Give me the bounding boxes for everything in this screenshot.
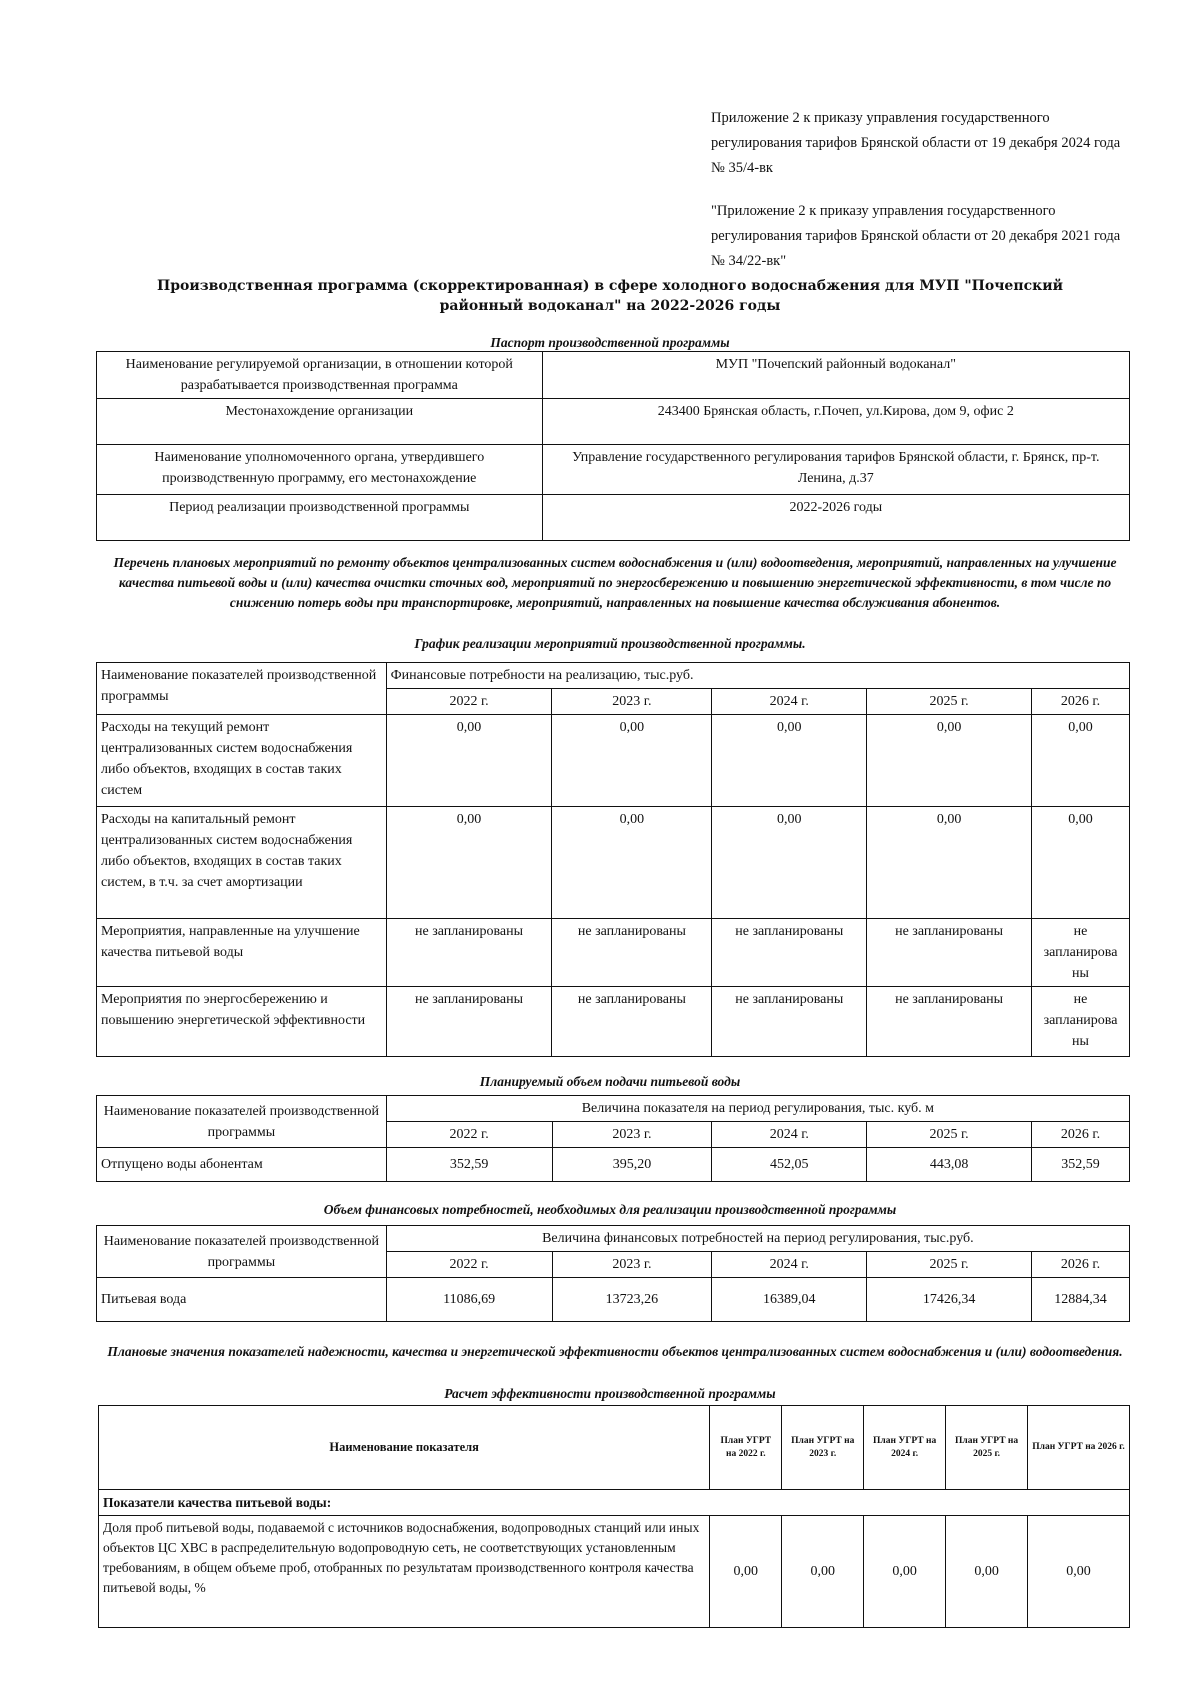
year-header: 2022 г. — [386, 689, 552, 715]
table-row — [97, 919, 1130, 987]
table-section-row — [99, 1490, 1130, 1516]
passport-label: Наименование уполномоченного органа, утвердившего производственную программу, его местонахождение — [97, 445, 543, 495]
table-header-row — [97, 1226, 1130, 1252]
plan-header: План УГРТ на 2024 г. — [864, 1406, 946, 1490]
year-header: 2023 г. — [552, 689, 712, 715]
year-header: 2024 г. — [712, 1122, 867, 1148]
column-header: Наименование показателя — [99, 1406, 710, 1490]
table-cell: 0,00 — [386, 715, 552, 807]
table-cell: 0,00 — [1032, 807, 1130, 919]
table-cell: 12884,34 — [1032, 1278, 1130, 1322]
passport-value: 243400 Брянская область, г.Почеп, ул.Кирова, дом 9, офис 2 — [542, 399, 1129, 445]
row-label: Доля проб питьевой воды, подаваемой с источников водоснабжения, водопроводных станций или иных объектов ЦС ХВС в распределительную водопроводную сеть, не соответствующих установленным требованиям, в общем объеме проб, отобранных по результатам производственного контроля качества питьевой воды, % — [99, 1516, 710, 1628]
passport-heading: Паспорт производственной программы — [490, 335, 730, 350]
passport-table — [96, 351, 1130, 541]
table-cell: 0,00 — [552, 807, 712, 919]
year-header: 2022 г. — [386, 1122, 552, 1148]
plan-header: План УГРТ на 2022 г. — [710, 1406, 782, 1490]
table-row — [97, 352, 1130, 399]
plan-header: План УГРТ на 2026 г. — [1028, 1406, 1130, 1490]
table-cell: 0,00 — [782, 1516, 864, 1628]
row-label: Расходы на капитальный ремонт централизованных систем водоснабжения либо объектов, входящих в состав таких систем, в т.ч. за счет амортизации — [97, 807, 387, 919]
table-cell: 443,08 — [867, 1148, 1032, 1182]
year-header: 2024 г. — [712, 689, 867, 715]
table-header-row — [97, 663, 1130, 689]
table-cell: не запланирова ны — [1032, 987, 1130, 1057]
table-cell: 0,00 — [1032, 715, 1130, 807]
table-row — [97, 445, 1130, 495]
measures-subheading: График реализации мероприятий производственной программы. — [414, 636, 806, 651]
row-label: Отпущено воды абонентам — [97, 1148, 387, 1182]
passport-value: МУП "Почепский районный водоканал" — [542, 352, 1129, 399]
passport-label: Местонахождение организации — [97, 399, 543, 445]
year-header: 2023 г. — [552, 1252, 712, 1278]
table-cell: 352,59 — [1032, 1148, 1130, 1182]
row-label: Питьевая вода — [97, 1278, 387, 1322]
passport-label: Период реализации производственной программы — [97, 495, 543, 541]
table-row — [97, 399, 1130, 445]
row-label: Мероприятия по энергосбережению и повышению энергетической эффективности — [97, 987, 387, 1057]
year-header: 2026 г. — [1032, 689, 1130, 715]
year-header: 2025 г. — [867, 1122, 1032, 1148]
table-cell: 0,00 — [552, 715, 712, 807]
section-label: Показатели качества питьевой воды: — [99, 1490, 1130, 1516]
year-header: 2022 г. — [386, 1252, 552, 1278]
column-header: Наименование показателей производственной программы — [97, 663, 387, 715]
table-row — [97, 987, 1130, 1057]
appendix-line-previous: "Приложение 2 к приказу управления государственного регулирования тарифов Брянской области от 20 декабря 2021 года № 34/22-вк" — [711, 203, 1121, 269]
supply-table — [96, 1095, 1130, 1182]
table-cell: не запланированы — [552, 987, 712, 1057]
measures-table — [96, 662, 1130, 1057]
year-header: 2025 г. — [867, 689, 1032, 715]
table-row — [99, 1516, 1130, 1628]
column-header: Наименование показателей производственной программы — [97, 1226, 387, 1278]
table-cell: 13723,26 — [552, 1278, 712, 1322]
appendix-header — [711, 106, 1131, 292]
year-header: 2025 г. — [867, 1252, 1032, 1278]
plan-header: План УГРТ на 2025 г. — [946, 1406, 1028, 1490]
table-cell: 0,00 — [386, 807, 552, 919]
table-cell: 0,00 — [864, 1516, 946, 1628]
table-cell: не запланированы — [867, 987, 1032, 1057]
table-cell: 0,00 — [867, 807, 1032, 919]
table-cell: 0,00 — [710, 1516, 782, 1628]
row-label: Расходы на текущий ремонт централизованных систем водоснабжения либо объектов, входящих в состав таких систем — [97, 715, 387, 807]
appendix-line-current: Приложение 2 к приказу управления государственного регулирования тарифов Брянской области от 19 декабря 2024 года № 35/4-вк — [711, 110, 1121, 176]
indicators-table — [98, 1405, 1130, 1628]
table-cell: 0,00 — [712, 715, 867, 807]
indicators-heading: Плановые значения показателей надежности, качества и энергетической эффективности объектов централизованных систем водоснабжения и (или) водоотведения. — [107, 1344, 1123, 1359]
table-cell: 452,05 — [712, 1148, 867, 1182]
table-cell: не запланированы — [552, 919, 712, 987]
table-cell: 0,00 — [867, 715, 1032, 807]
table-cell: 0,00 — [712, 807, 867, 919]
column-header: Наименование показателей производственной программы — [97, 1096, 387, 1148]
indicators-subheading: Расчет эффективности производственной программы — [444, 1386, 776, 1401]
table-row — [97, 807, 1130, 919]
table-cell: 395,20 — [552, 1148, 712, 1182]
table-row — [97, 1278, 1130, 1322]
table-cell: не запланированы — [712, 919, 867, 987]
finance-heading: Объем финансовых потребностей, необходимых для реализации производственной программы — [323, 1202, 897, 1217]
table-cell: 0,00 — [946, 1516, 1028, 1628]
row-label: Мероприятия, направленные на улучшение качества питьевой воды — [97, 919, 387, 987]
table-row — [97, 1148, 1130, 1182]
column-group-header: Величина финансовых потребностей на период регулирования, тыс.руб. — [386, 1226, 1129, 1252]
table-cell: не запланированы — [386, 919, 552, 987]
table-cell: 16389,04 — [712, 1278, 867, 1322]
table-cell: не запланированы — [867, 919, 1032, 987]
document-title: Производственная программа (скорректированная) в сфере холодного водоснабжения для МУП "Почепский районный водоканал" на 2022-2026 годы — [156, 278, 1063, 314]
passport-value: 2022-2026 годы — [542, 495, 1129, 541]
measures-heading: Перечень плановых мероприятий по ремонту объектов централизованных систем водоснабжения и (или) водоотведения, мероприятий, направленных на улучшение качества питьевой воды и (или) качества очистки сточных вод, мероприятий по энергосбережению и повышению энергетической эффективности, в том числе по снижению потерь воды при транспортировке, мероприятий, направленных на повышение качества обслуживания абонентов. — [113, 555, 1117, 610]
finance-table — [96, 1225, 1130, 1322]
plan-header: План УГРТ на 2023 г. — [782, 1406, 864, 1490]
table-header-row — [97, 1096, 1130, 1122]
year-header: 2026 г. — [1032, 1252, 1130, 1278]
column-group-header: Величина показателя на период регулирования, тыс. куб. м — [386, 1096, 1129, 1122]
table-cell: 17426,34 — [867, 1278, 1032, 1322]
year-header: 2024 г. — [712, 1252, 867, 1278]
table-cell: 11086,69 — [386, 1278, 552, 1322]
passport-value: Управление государственного регулирования тарифов Брянской области, г. Брянск, пр-т. Ленина, д.37 — [542, 445, 1129, 495]
table-cell: не запланированы — [386, 987, 552, 1057]
supply-heading: Планируемый объем подачи питьевой воды — [479, 1074, 741, 1089]
table-cell: не запланированы — [712, 987, 867, 1057]
passport-label: Наименование регулируемой организации, в отношении которой разрабатывается производственная программа — [97, 352, 543, 399]
table-row — [97, 715, 1130, 807]
year-header: 2026 г. — [1032, 1122, 1130, 1148]
table-header-row — [99, 1406, 1130, 1490]
column-group-header: Финансовые потребности на реализацию, тыс.руб. — [386, 663, 1129, 689]
table-cell: 0,00 — [1028, 1516, 1130, 1628]
table-cell: не запланирова ны — [1032, 919, 1130, 987]
year-header: 2023 г. — [552, 1122, 712, 1148]
table-row — [97, 495, 1130, 541]
table-cell: 352,59 — [386, 1148, 552, 1182]
